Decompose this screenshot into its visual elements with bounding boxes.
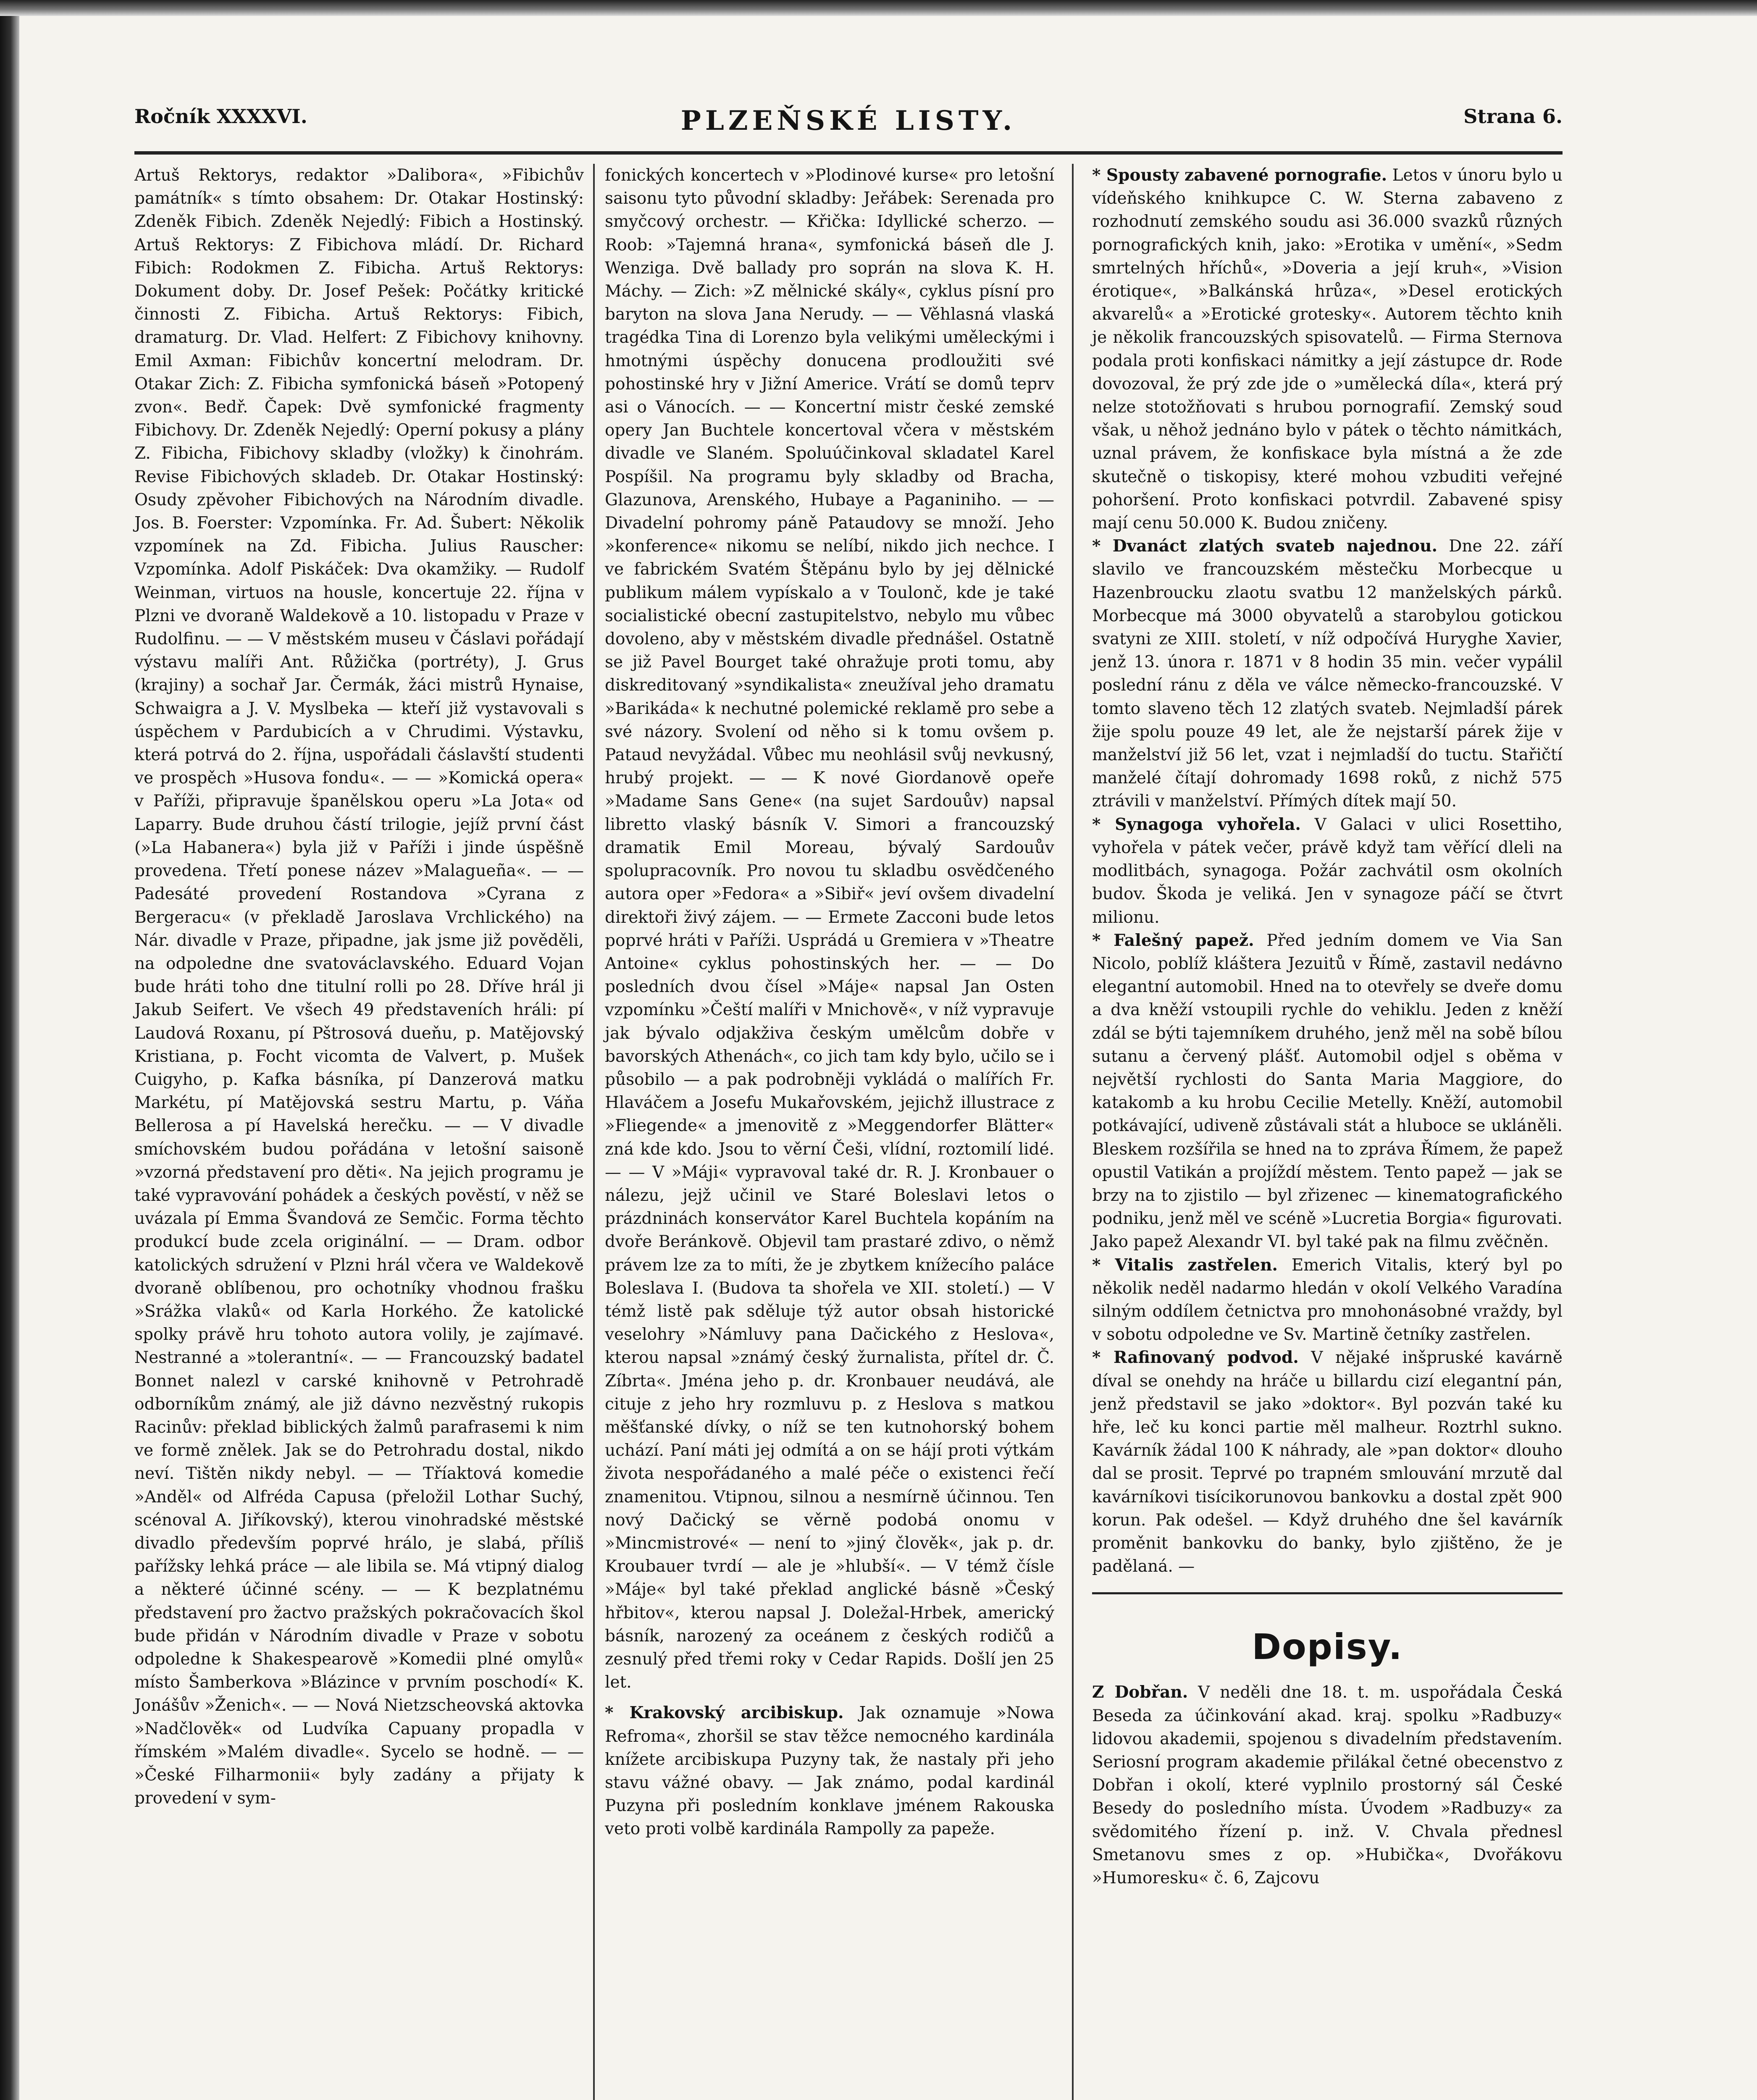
news-item <box>605 1701 1054 1840</box>
news-item-headline: * Spousty zabavené pornografie. <box>1092 165 1387 185</box>
letter-headline: Z Dobřan. <box>1092 1683 1188 1702</box>
letter-text: V neděli dne 18. t. m. uspořádala Česká Beseda za účinkování akad. kraj. spolku »Radbuzy« lidovou akademii, spojenou s divadelním představením. Seriosní program akademie přilákal četné obecenstvo z Dobřan i okolí, které vyplnilo prostorný sál České Besedy do posledního místa. Úvodem »Radbuzy« za svědomitého řízení p. inž. V. Chvala přednesl Smetanovu smes z op. »Hubička«, Dvořákovu »Humoresku« č. 6, Zajcovu <box>1092 1683 1563 1888</box>
news-item-text: Před jedním domem ve Via San Nicolo, poblíž kláštera Jezuitů v Římě, zastavil nedávno elegantní automobil. Hned na to otevřely se dveře domu a dva kněží vstoupili rychle do vehiklu. Jeden z kněží zdál se býti tajemníkem druhého, jenž měl na sobě bílou sutanu a červený plášť. Automobil odjel s oběma v největší rychlosti do Santa Maria Maggiore, do katakomb a ku hrobu Cecilie Metelly. Kněží, automobil potkávající, udiveně zůstávali stát a hluboce se ukláněli. Bleskem rozšířila se hned na to zpráva Římem, že papež opustil Vatikán a projíždí městem. Tento papež — jak se brzy na to zjistilo — byl zřizenec — kinematografického podniku, jenž měl ve scéně »Lucretia Borgia« figurovati. Jako papež Alexandr VI. byl také pak na filmu zvěčněn. <box>1092 931 1563 1252</box>
section-rule <box>1092 1592 1563 1594</box>
column-divider <box>593 164 595 2100</box>
news-item-text: Dne 22. září slavilo ve francouzském městečku Morbecque u Hazenbroucku zlaotu svatbu 12 manželských párků. Morbecque má 3000 obyvatelů a starobylou gotickou svatyni ze XIII. století, v níž odpočívá Huryghe Xavier, jenž 13. února r. 1871 v 8 hodin 35 min. večer vypálil poslední ránu z děla ve válce německo-francouzské. V tomto slaveno těch 12 zlatých svateb. Nejmladší párek žije spolu pouze 49 let, ale že nejstarší párek žije v manželství již 56 let, vzat i nejmladší do tuctu. Stařičtí manželé čítají dohromady 1698 roků, z nichž 575 ztrávili v manželství. Přímých dítek mají 50. <box>1092 537 1563 811</box>
news-items <box>1092 164 1563 1578</box>
column-2 <box>605 164 1054 1841</box>
article-text: Artuš Rektorys, redaktor »Dalibora«, »Fibichův památník« s tímto obsahem: Dr. Otakar Hostinský: Zdeněk Fibich. Zdeněk Nejedlý: Fibich a Hostinský. Artuš Rektorys: Z Fibichova mládí. Dr. Richard Fibich: Rodokmen Z. Fibicha. Artuš Rektorys: Dokument doby. Dr. Josef Pešek: Počátky kritické činnosti Z. Fibicha. Artuš Rektorys: Fibich, dramaturg. Dr. Vlad. Helfert: Z Fibichovy knihovny. Emil Axman: Fibichův koncertní melodram. Dr. Otakar Zich: Z. Fibicha symfonická báseň »Potopený zvon«. Bedř. Čapek: Dvě symfonické fragmenty Fibichovy. Dr. Zdeněk Nejedlý: Operní pokusy a plány Z. Fibicha, Fibichovy skladby (vložky) k činohrám. Revise Fibichových skladeb. Dr. Otakar Hostinský: Osudy zpěvoher Fibichových na Národním divadle. Jos. B. Foerster: Vzpomínka. Fr. Ad. Šubert: Několik vzpomínek na Zd. Fibicha. Julius Rauscher: Vzpomínka. Adolf Piskáček: Dva okamžiky. — Rudolf Weinman, virtuos na housle, koncertuje 22. října v Plzni ve dvoraně Waldekově a 10. listopadu v Praze v Rudolfinu. — — V městském museu v Čáslavi pořádají výstavu malíři Ant. Růžička (portréty), J. Grus (krajiny) a sochař Jar. Čermák, žáci mistrů Hynaise, Schwaigra a J. V. Myslbeka — kteří již vystavovali s úspěchem v Pardubicích a v Chrudimi. Výstavku, která potrvá do 2. října, uspořádali čáslavští studenti ve prospěch »Husova fondu«. — — »Komická opera« v Paříži, připravuje španělskou operu »La Jota« od Laparry. Bude druhou částí trilogie, jejíž první část (»La Habanera«) byla již v Paříži i jinde úspěšně provedena. Třetí ponese název »Malagueña«. — — Padesáté provedení Rostandova »Cyrana z Bergeracu« (v překladě Jaroslava Vrchlického) na Nár. divadle v Praze, připadne, jak jsme již pověděli, na odpoledne dne svatováclavského. Eduard Vojan bude hráti toho dne titulní rolli po 28. Dříve hrál ji Jakub Seifert. Ve všech 49 představeních hráli: pí Laudová Roxanu, pí Pštrosová dueňu, p. Matějovský Kristiana, p. Focht vicomta de Valvert, p. Mušek Cuigyho, p. Kafka básníka, pí Danzerová matku Markétu, pí Matějovská sestru Martu, p. Váňa Bellerosa a pí Havelská herečku. — — V divadle smíchovském budou pořádána v letošní saisoně »vzorná představení pro děti«. Na jejich programu je také vypravování pohádek a českých pověstí, v něž se uvázala pí Emma Švandová ze Semčic. Forma těchto produkcí bude zcela originální. — — Dram. odbor katolických sdružení v Plzni hrál včera ve Waldekově dvoraně oblíbenou, pro ochotníky vhodnou frašku »Srážka vlaků« od Karla Horkého. Že katolické spolky právě hru tohoto autora volily, je zajímavé. Nestranné a »tolerantní«. — — Francouzský badatel Bonnet nalezl v carské knihovně v Petrohradě odborníkům známý, ale již dávno nezvěstný rukopis Racinův: překlad biblických žalmů parafrasemi k nim ve formě znělek. Jak se do Petrohradu dostal, nikdo neví. Tištěn nikdy nebyl. — — Tříaktová komedie »Anděl« od Alfréda Capusa (přeložil Lothar Suchý, scénoval A. Jiříkovský), kterou vinohradské městské divadlo především poprvé hrálo, je slabá, příliš pařížsky lehká práce — ale libila se. Má vtipný dialog a některé účinné scény. — — K bezplatnému představení pro žactvo pražských pokračovacích škol bude přidán v Národním divadle v Praze v sobotu odpoledne k Shakespearově »Komedii plné omylů« místo Šamberkova »Blázince v prvním poschodí« K. Jonášův »Ženich«. — — Nová Nietzscheovská aktovka »Nadčlověk« od Ludvíka Capuany propadla v římském »Malém divadle«. Sycelo se hodně. — — »České Filharmonii« byly zadány a přijaty k provedení v sym- <box>134 166 584 1808</box>
scan-edge-top <box>0 0 1757 16</box>
news-item <box>1092 813 1563 929</box>
section-title: Dopisy. <box>1252 1626 1403 1668</box>
article-text: fonických koncertech v »Plodinové kurse« pro letošní saisonu tyto původní skladby: Jeřábek: Serenada pro smyčcový orchestr. — Křička: Idyllické scherzo. — Roob: »Tajemná hrana«, symfonická báseň dle J. Wenziga. Dvě ballady pro soprán na slova K. H. Máchy. — Zich: »Z mělnické skály«, cyklus písní pro baryton na slova Jana Nerudy. — — Věhlasná vlaská tragédka Tina di Lorenzo byla velikými uměleckými i hmotnými úspěchy donucena prodloužiti své pohostinské hry v Jižní Americe. Vrátí se domů teprv asi o Vánocích. — — Koncertní mistr české zemské opery Jan Buchtele koncertoval včera v městském divadle ve Slaném. Spoluúčinkoval skladatel Karel Pospíšil. Na programu byly skladby od Bracha, Glazunova, Arenského, Hubaye a Paganiniho. — — Divadelní pohromy páně Pataudovy se množí. Jeho »konference« nikomu se nelíbí, nikdo jich nechce. I ve fabrickém Svatém Štěpánu bylo by jej dělnické publikum málem vypískalo a v Toulonč, kde je také socialistické obecní zastupitelstvo, nebylo mu vůbec dovoleno, aby v městském divadle přednášel. Ostatně se již Pavel Bourget také ohražuje proti tomu, aby diskreditovaný »syndikalista« zneužíval jeho dramatu »Barikáda« k nechutné polemické reklamě pro sebe a své názory. Svolení od něho si k tomu ovšem p. Pataud nevyžádal. Vůbec mu neohlásil svůj nevkusný, hrubý projekt. — — K nové Giordanově opeře »Madame Sans Gene« (na sujet Sardouův) napsal libretto vlaský básník V. Simori a francouzský dramatik Emil Moreau, bývalý Sardouův spolupracovník. Pro novou tu skladbu osvědčeného autora oper »Fedora« a »Sibiř« jeví ovšem divadelní direktoři živý zájem. — — Ermete Zacconi bude letos poprvé hráti v Paříži. Usprádá u Gremiera v »Theatre Antoine« cyklus pohostinských her. — — Do posledních dvou čísel »Máje« napsal Jan Osten vzpomínku »Čeští malíři v Mnichově«, v níž vypravuje jak bývalo odjakživa českým umělcům dobře v bavorských Athenách«, co jich tam kdy bylo, učilo se i působilo — a pak podrobněji vykládá o malířích Fr. Hlaváčem a Josefu Mukařovském, jejichž illustrace z »Fliegende« a jmenovitě z »Meggendorfer Blätter« zná kde kdo. Jsou to věrní Češi, vlídní, roztomilí lidé. — — V »Máji« vypravoval také dr. R. J. Kronbauer o nálezu, jejž učinil ve Staré Boleslavi letos o prázdninách konservátor Karel Buchtela kopáním na dvoře Beránkově. Objevil tam prastaré zdivo, o němž právem lze za to míti, že je zbytkem knížecího paláce Boleslava I. (Budova ta shořela ve XII. století.) — V témž listě pak sděluje týž autor obsah historické veselohry »Námluvy pana Dačického z Heslova«, kterou napsal »známý český žurnalista, přítel dr. Č. Zíbrta«. Jména jeho p. dr. Kronbauer neudává, ale cituje z jeho hry rozmluvu p. z Heslova s matkou měšťanské dívky, o níž se ten kutnohorský bohem uchází. Paní máti jej odmítá a on se hájí proti výtkám života nespořádaného a malé péče o existenci řečí znamenitou. Vtipnou, silnou a nesmírně účinnou. Ten nový Dačický se věrně podobá onomu v »Mincmistrové« — není to »jiný člověk«, jak p. dr. Kroubauer tvrdí — ale je »hlubší«. — V témž čísle »Máje« byl také překlad anglické básně »Český hřbitov«, kterou napsal J. Doležal-Hrbek, americký básník, narozený za oceánem z českých rodičů a zesnulý před třemi roky v Cedar Rapids. Došlí jen 25 let. <box>605 166 1054 1692</box>
column-1 <box>134 164 584 1810</box>
news-item-headline: * Synagoga vyhořela. <box>1092 814 1301 834</box>
scan-edge-left <box>0 0 19 2100</box>
volume-label: Ročník XXXXVI. <box>134 105 307 128</box>
news-item-text: Letos v únoru bylo u vídeňského knihkupce C. W. Sterna zabaveno z rozhodnutí zemského soudu asi 36.000 svazků různých pornografických knih, jako: »Erotika v umění«, »Sedm smrtelných hříchů«, »Doveria a její kruh«, »Vision érotique«, »Balkánská hrůza«, »Desel erotických akvarelů« a »Erotické grotesky«. Autorem těchto knih je několik francouzských spisovatelů. — Firma Sternova podala proti konfiskaci námitky a její zástupce dr. Rode dovozoval, že prý zde jde o »umělecká díla«, která prý nelze stotožňovati s hrubou pornografií. Zemský soud však, u něhož jednáno bylo v pátek o těchto námitkách, uznal právem, že konfiskace byla místná a že zde skutečně o tiskopisy, které mohou vzbuditi veřejné pohoršení. Proto konfiskaci potvrdil. Zabavené spisy mají cenu 50.000 K. Budou zničeny. <box>1092 166 1563 533</box>
column-divider <box>1072 164 1074 2100</box>
header-rule <box>134 151 1563 155</box>
newspaper-title: PLZEŇSKÉ LISTY. <box>680 105 1016 136</box>
page-header <box>134 105 1563 143</box>
news-item-text: Jak oznamuje »Nowa Refroma«, zhoršil se stav těžce nemocného kardinála knížete arcibiskupa Puzyny tak, že nastaly při jeho stavu vážné obavy. — Jak známo, podal kardinál Puzyna při posledním konklave jménem Rakouska veto proti volbě kardinála Rampolly za papeže. <box>605 1704 1054 1839</box>
letter-item <box>1092 1681 1563 1890</box>
page-number: Strana 6. <box>1463 105 1563 128</box>
news-item <box>1092 1346 1563 1578</box>
news-item-headline: * Vitalis zastřelen. <box>1092 1255 1278 1275</box>
news-item <box>1092 164 1563 535</box>
news-item-text: Emerich Vitalis, který byl po několik neděl nadarmo hledán v okolí Velkého Varadína silným oddílem četnictva pro mnohonásobné vraždy, byl v sobotu odpoledne ve Sv. Martině četníky zastřelen. <box>1092 1255 1563 1344</box>
news-item-headline: * Falešný papež. <box>1092 930 1254 950</box>
news-item-text: V Galaci v ulici Rosettiho, vyhořela v pátek večer, právě když tam věřící dleli na modlitbách, synagoga. Požár zachvátil osm okolních budov. Škoda je veliká. Jen v synagoze páčí se čtvrt milionu. <box>1092 815 1563 927</box>
news-item-headline: * Dvanáct zlatých svateb najednou. <box>1092 536 1438 556</box>
news-item <box>1092 1254 1563 1347</box>
news-item <box>1092 929 1563 1254</box>
news-item-text: V nějaké inšpruské kavárně díval se onehdy na hráče u billardu cizí elegantní pán, jenž představil se jako »doktor«. Byl pozván také ku hře, leč ku konci partie měl malheur. Roztrhl sukno. Kavárník žádal 100 K náhrady, ale »pan doktor« dlouho dal se prosit. Teprvé po trapném smlouvání mrzutě dal kavárníkovi tisícikorunovou bankovku a dostal zpět 900 korun. Pak odešel. — Když druhého dne šel kavárník proměnit bankovku do banky, bylo zjištěno, že je padělaná. — <box>1092 1348 1563 1576</box>
news-item-headline: * Krakovský arcibiskup. <box>605 1703 844 1723</box>
news-item <box>1092 535 1563 813</box>
news-item-headline: * Rafinovaný podvod. <box>1092 1348 1299 1368</box>
column-3 <box>1092 164 1563 1890</box>
